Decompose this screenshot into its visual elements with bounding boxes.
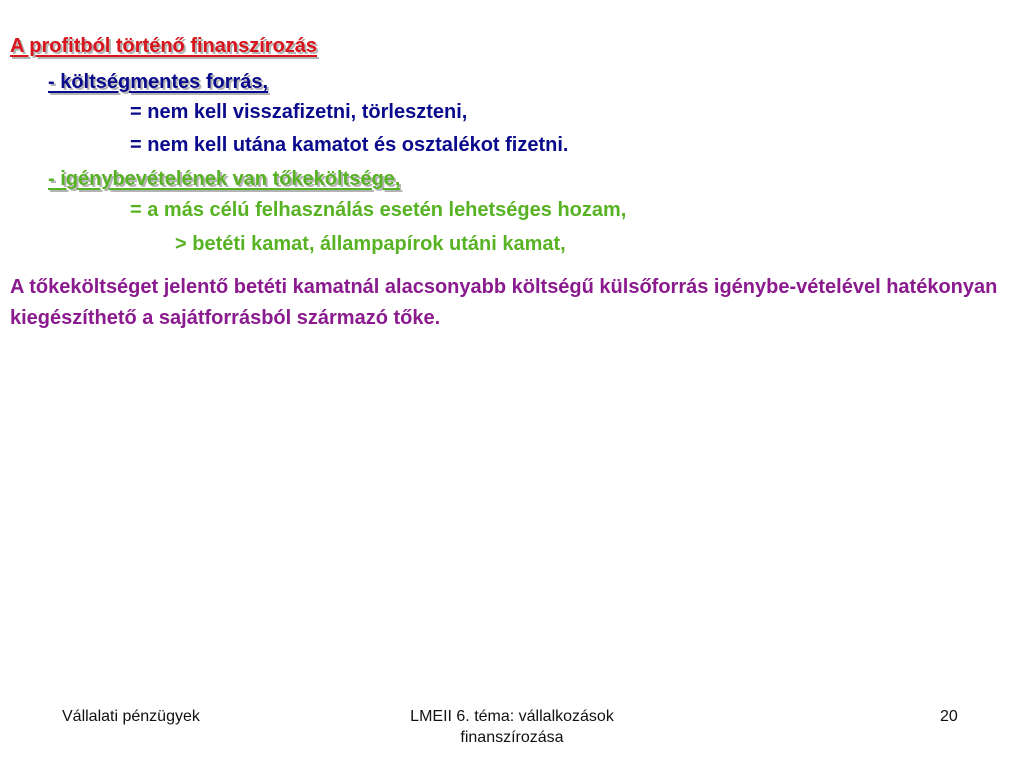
bullet-costfree-source: - költségmentes forrás, [48, 71, 269, 93]
subpoint-no-repayment: = nem kell visszafizetni, törleszteni, [130, 101, 468, 123]
bullet-cost-of-capital: - igénybevételének van tőkeköltsége, [48, 168, 401, 190]
subpoint-deposit-interest: > betéti kamat, állampapírok utáni kamat, [175, 233, 566, 255]
footer-page-number: 20 [940, 708, 958, 725]
subpoint-no-interest: = nem kell utána kamatot és osztalékot fizetni. [130, 134, 569, 156]
subpoint-alternative-use: = a más célú felhasználás esetén lehetséges hozam, [130, 199, 627, 221]
conclusion-paragraph: A tőkeköltséget jelentő betéti kamatnál alacsonyabb költségű külsőforrás igénybe-vételével hatékonyan kiegészíthető a sajátforrásból származó tőke. [10, 276, 998, 329]
footer-course-name: Vállalati pénzügyek [62, 708, 200, 725]
slide-title: A profitból történő finanszírozás [10, 35, 318, 57]
footer-topic: LMEII 6. téma: vállalkozások finanszírozása [410, 708, 614, 746]
